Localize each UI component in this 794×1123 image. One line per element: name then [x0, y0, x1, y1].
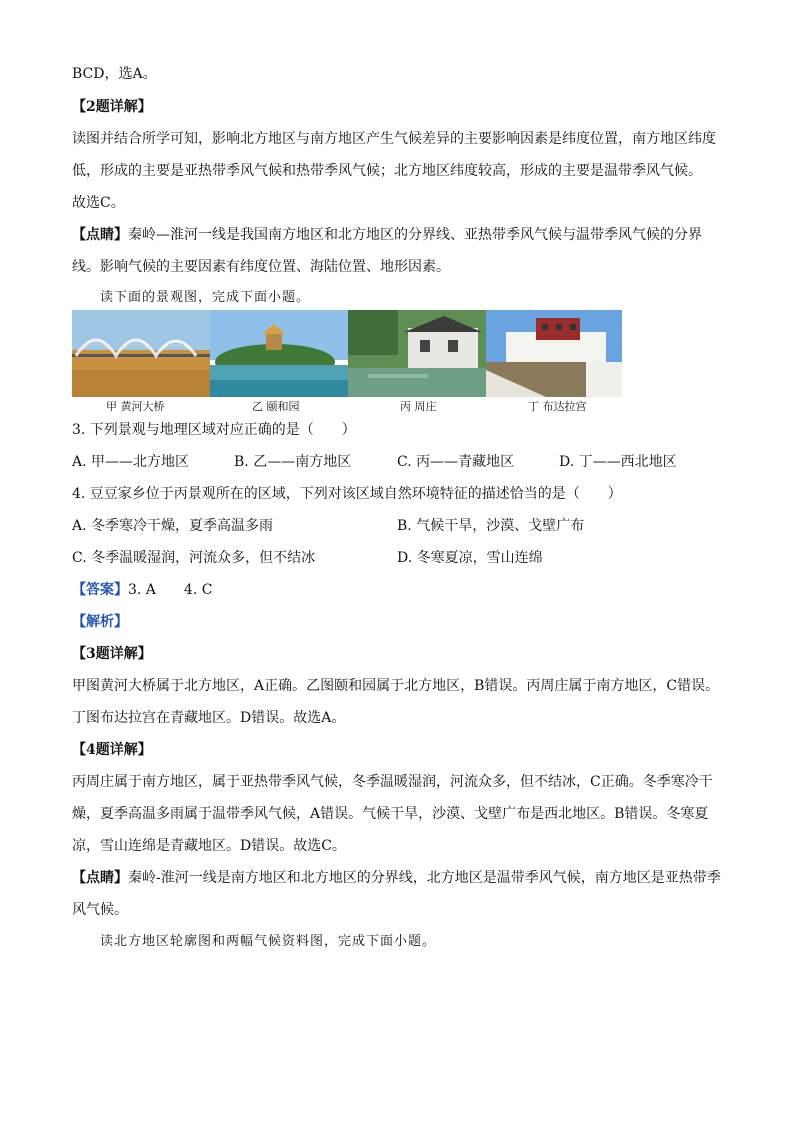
analysis-tag: 【解析】 — [72, 614, 128, 630]
tip-1-line2: 线。影响气候的主要因素有纬度位置、海陆位置、地形因素。 — [72, 259, 450, 275]
tip-2-line1 — [72, 868, 721, 888]
caption-yi: 乙 颐和园 — [252, 400, 300, 413]
intro-landscape: 读下面的景观图，完成下面小题。 — [100, 290, 311, 305]
answer-line — [72, 580, 212, 600]
q4-stem: 4. 豆豆家乡位于丙景观所在的区域，下列对该区域自然环境特征的描述恰当的是（ ） — [72, 486, 622, 502]
q3-stem: 3. 下列景观与地理区域对应正确的是（ ） — [72, 422, 356, 438]
detail-3-title: 【3题详解】 — [72, 646, 152, 662]
q4-option-b: B. 气候干旱，沙漠、戈壁广布 — [397, 518, 585, 534]
q4-option-d: D. 冬寒夏凉，雪山连绵 — [397, 550, 543, 566]
tip-1-tag: 【点睛】 — [72, 227, 128, 243]
detail-4-line1: 丙周庄属于南方地区，属于亚热带季风气候，冬季温暖湿润，河流众多，但不结冰，C正确。冬季寒冷干 — [72, 774, 713, 790]
detail-4-title: 【4题详解】 — [72, 742, 152, 758]
tip-2-tag: 【点睛】 — [72, 870, 128, 886]
detail-3-line1: 甲图黄河大桥属于北方地区，A正确。乙图颐和园属于北方地区，B错误。丙周庄属于南方地区，C错误。 — [72, 678, 720, 694]
caption-bing: 丙 周庄 — [400, 400, 437, 413]
caption-ding: 丁 布达拉宫 — [528, 400, 587, 413]
detail-2-line3: 故选C。 — [72, 195, 125, 211]
detail-4-line2: 燥，夏季高温多雨属于温带季风气候，A错误。气候干旱，沙漠、戈壁广布是西北地区。B错误。冬寒夏 — [72, 806, 709, 822]
detail-2-title: 【2题详解】 — [72, 99, 152, 115]
q4-option-a: A. 冬季寒冷干燥，夏季高温多雨 — [72, 518, 274, 534]
answer-tag: 【答案】 — [72, 582, 128, 598]
q3-option-d: D. 丁——西北地区 — [559, 454, 677, 470]
photo-potala-palace — [486, 310, 622, 397]
intro-north-map: 读北方地区轮廓图和两幅气候资料图，完成下面小题。 — [100, 934, 437, 949]
line-bcd: BCD，选A。 — [72, 66, 157, 82]
tip-1-line1 — [72, 225, 702, 245]
photo-zhouzhuang — [348, 310, 486, 397]
q3-option-a: A. 甲——北方地区 — [72, 454, 190, 470]
detail-2-line2: 低，形成的主要是亚热带季风气候和热带季风气候；北方地区纬度较高，形成的主要是温带季风气候。 — [72, 163, 702, 179]
q3-option-b: B. 乙——南方地区 — [234, 454, 352, 470]
detail-2-line1: 读图并结合所学可知，影响北方地区与南方地区产生气候差异的主要影响因素是纬度位置，南方地区纬度 — [72, 131, 716, 147]
tip-2-text: 秦岭-淮河一线是南方地区和北方地区的分界线，北方地区是温带季风气候，南方地区是亚热带季 — [128, 870, 721, 886]
caption-jia: 甲 黄河大桥 — [106, 400, 165, 413]
q4-option-c: C. 冬季温暖湿润，河流众多，但不结冰 — [72, 550, 316, 566]
detail-3-line2: 丁图布达拉宫在青藏地区。D错误。故选A。 — [72, 710, 346, 726]
answer-text: 3. A 4. C — [128, 582, 213, 598]
detail-4-line3: 凉，雪山连绵是青藏地区。D错误。故选C。 — [72, 838, 346, 854]
q3-option-c: C. 丙——青藏地区 — [397, 454, 515, 470]
tip-1-text: 秦岭—淮河一线是我国南方地区和北方地区的分界线、亚热带季风气候与温带季风气候的分界 — [128, 227, 702, 243]
photo-summer-palace — [210, 310, 348, 397]
photo-yellow-river-bridge — [72, 310, 210, 397]
tip-2-line2: 风气候。 — [72, 902, 128, 918]
